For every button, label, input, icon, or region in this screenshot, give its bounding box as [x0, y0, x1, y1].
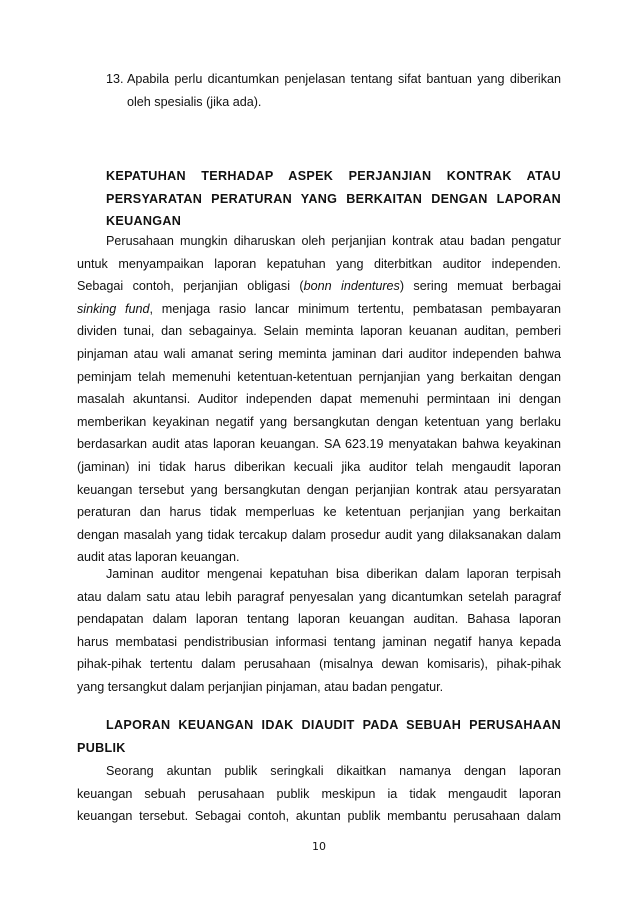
list-item-13 — [106, 68, 561, 113]
italic-term: bonn indentures — [303, 279, 400, 294]
section-heading-unaudited — [77, 714, 561, 759]
text-run: , menjaga rasio lancar minimum tertentu, pembatasan pembayaran — [149, 301, 561, 316]
list-item-line-1 — [106, 68, 561, 91]
paragraph-line: Perusahaan mungkin diharuskan oleh perjanjian kontrak atau badan pengatur — [106, 234, 561, 248]
paragraph-unaudited — [77, 760, 561, 828]
heading-line: KEPATUHAN TERHADAP ASPEK PERJANJIAN KONTRAK ATAU — [106, 169, 561, 183]
paragraph-line: keuangan sebuah perusahaan publik meskipun ia tidak mengaudit laporan — [77, 786, 561, 801]
paragraph-assurance — [77, 563, 561, 699]
paragraph-line: pihak-pihak tertentu dalam perusahaan (misalnya dewan komisaris), pihak-pihak — [77, 657, 561, 672]
text-run: Sebagai contoh, perjanjian obligasi ( — [77, 279, 304, 294]
paragraph-line: audit atas laporan keuangan. — [77, 550, 240, 565]
paragraph-line — [77, 298, 561, 321]
paragraph-line: Jaminan auditor mengenai kepatuhan bisa diberikan dalam laporan terpisah — [106, 567, 561, 581]
italic-term: sinking fund — [77, 301, 150, 316]
paragraph-line: keuangan tersebut yang bersangkutan dengan perjanjian kontrak atau persyaratan — [77, 482, 561, 497]
paragraph-line: untuk menyampaikan laporan kepatuhan yang diterbitkan auditor independen. — [77, 256, 561, 271]
paragraph-line: Seorang akuntan publik seringkali dikaitkan namanya dengan laporan — [106, 764, 561, 778]
paragraph-line: harus membatasi pendistribusian informasi tentang jaminan negatif hanya kepada — [77, 634, 561, 649]
paragraph-line: peminjam telah memenuhi ketentuan-ketentuan pernjanjian yang berkaitan dengan — [77, 369, 561, 384]
page-number: 10 — [312, 840, 326, 853]
heading-line: PERSYARATAN PERATURAN YANG BERKAITAN DENGAN LAPORAN — [106, 191, 561, 206]
paragraph-line: berdasarkan audit atas laporan keuangan. SA 623.19 menyatakan bahwa keyakinan — [77, 437, 561, 452]
paragraph-line: (jaminan) ini tidak harus diberikan kecuali jika auditor telah mengaudit laporan — [77, 459, 561, 474]
section-heading-compliance — [106, 165, 561, 233]
heading-line: LAPORAN KEUANGAN IDAK DIAUDIT PADA SEBUAH PERUSAHAAN — [106, 718, 561, 732]
paragraph-line: masalah akuntansi. Auditor independen dapat memenuhi permintaan ini dengan — [77, 392, 561, 407]
paragraph-line: memberikan keyakinan negatif yang bersangkutan dengan ketentuan yang berlaku — [77, 414, 561, 429]
paragraph-line: atau dalam satu atau lebih paragraf penyesalan yang dicantumkan setelah paragraf — [77, 589, 561, 604]
paragraph-line: pendapatan dalam laporan tentang laporan keuangan auditan. Bahasa laporan — [77, 612, 561, 627]
paragraph-line: peraturan dan harus tidak memperluas ke ketentuan perjanjian yang berkaitan — [77, 505, 561, 520]
heading-line: KEUANGAN — [106, 214, 182, 229]
list-number: 13. — [106, 72, 124, 86]
paragraph-line: keuangan tersebut. Sebagai contoh, akuntan publik membantu perusahaan dalam — [77, 809, 561, 824]
paragraph-compliance — [77, 230, 561, 569]
paragraph-line — [77, 275, 561, 298]
paragraph-line: pinjaman atau wali amanat sering meminta jaminan dari auditor independen bahwa — [77, 346, 561, 361]
paragraph-line: dividen tunai, dan sebagainya. Selain meminta laporan keuanan auditan, pemberi — [77, 324, 561, 339]
text-run: ) sering memuat berbagai — [399, 279, 561, 294]
paragraph-line: yang tersangkut dalam perjanjian pinjaman, atau badan pengatur. — [77, 679, 444, 694]
paragraph-line: dengan masalah yang tidak tercakup dalam prosedur audit yang dilaksanakan dalam — [77, 527, 561, 542]
heading-line: PUBLIK — [77, 740, 126, 755]
list-item-line-2: oleh spesialis (jika ada). — [127, 94, 262, 109]
list-item-text: Apabila perlu dicantumkan penjelasan tentang sifat bantuan yang diberikan — [127, 72, 561, 86]
